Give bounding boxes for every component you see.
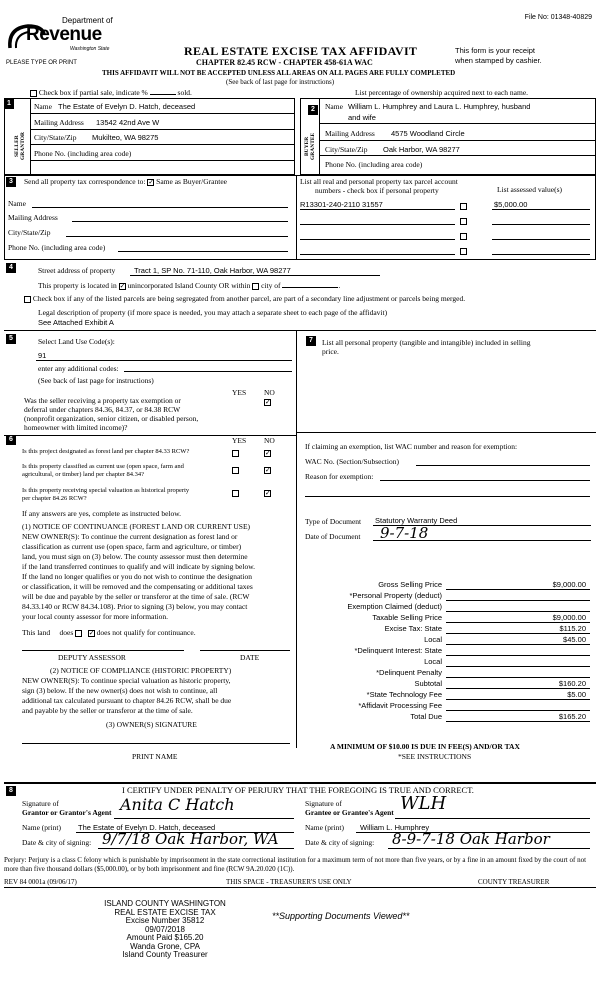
seller-city-label: City/State/Zip — [34, 133, 77, 142]
parcel-number-field[interactable]: R13301-240-2110 31557 — [300, 200, 383, 209]
parcel-personal-checkbox-2[interactable] — [460, 216, 467, 225]
deputy-assessor-label: DEPUTY ASSESSOR — [58, 653, 126, 662]
seller-city-field[interactable]: Mukilteo, WA 98275 — [92, 133, 159, 142]
receipt-note-2: when stamped by cashier. — [455, 56, 542, 65]
city-of-checkbox[interactable] — [252, 283, 259, 290]
grantee-name-label: Name (print) — [305, 823, 344, 832]
street-address-field[interactable]: Tract 1, SP No. 71-110, Oak Harbor, WA 98277 — [134, 266, 291, 275]
fee-underline — [446, 721, 590, 722]
form-title: REAL ESTATE EXCISE TAX AFFIDAVIT — [184, 44, 418, 58]
s6-no-header: NO — [264, 436, 275, 445]
seller-name-label: Name — [34, 102, 52, 111]
does-not-qualify-checkbox[interactable]: ✓ — [88, 628, 95, 637]
file-number: File No: 01348-40829 — [524, 14, 592, 21]
buyer-city-field[interactable]: Oak Harbor, WA 98277 — [383, 145, 460, 154]
notice-continuance-title: (1) NOTICE OF CONTINUANCE (FOREST LAND OR CURRENT USE) — [22, 522, 251, 531]
fee-underline — [446, 666, 590, 667]
buyer-city-label: City/State/Zip — [325, 145, 368, 154]
correspondence-name-field[interactable] — [32, 207, 288, 208]
send-correspondence-row: Send all property tax correspondence to: ✓ Same as Buyer/Grantee — [24, 177, 227, 186]
notice-line-4: land, you must sign on (3) below. The county assessor must then determine — [22, 552, 248, 561]
historic-no-checkbox[interactable]: ✓ — [265, 488, 271, 497]
continuance-row: This land does ✓ does not qualify for continuance. — [22, 628, 196, 637]
forest-land-question: Is this project designated as forest land per chapter 84.33 RCW? — [22, 448, 190, 455]
notice-line-5: if the land transferred continues to qualify and will indicate by signing below. — [22, 562, 255, 571]
exemption-no-checkbox[interactable]: ✓ — [265, 397, 271, 406]
exemption-question-4: homeowner with limited income)? — [24, 423, 128, 432]
section-3-number: 3 — [6, 177, 16, 187]
buyer-phone-label: Phone No. (including area code) — [325, 160, 423, 169]
section-8-number: 8 — [6, 786, 16, 796]
assessed-value-header: List assessed value(s) — [497, 185, 562, 194]
exemption-claim-label: If claiming an exemption, list WAC number and reason for exemption: — [305, 442, 518, 451]
fee-label: Subtotal — [414, 679, 442, 688]
fee-label: *State Technology Fee — [366, 690, 442, 699]
personal-property-label: List all personal property (tangible and intangible) included in selling — [322, 338, 531, 347]
unincorporated-checkbox[interactable]: ✓ — [119, 281, 126, 290]
grantee-signature[interactable]: WLH — [400, 793, 447, 814]
correspondence-name-label: Name — [8, 199, 26, 208]
compliance-line-5: and payable by the seller or transferor at the time of sale. — [22, 706, 193, 715]
grantee-print-name[interactable]: William L. Humphrey — [360, 823, 430, 832]
fee-value[interactable]: $165.20 — [558, 712, 586, 721]
warning-text: THIS AFFIDAVIT WILL NOT BE ACCEPTED UNLESS ALL AREAS ON ALL PAGES ARE FULLY COMPLETED — [102, 69, 456, 77]
segregation-row: Check box if any of the listed parcels are being segregated from another parcel, are part of a secondary line adjustment or parcels being merged. — [24, 294, 465, 303]
print-name-label: PRINT NAME — [132, 752, 178, 761]
legal-description-field[interactable]: See Attached Exhibit A — [38, 318, 114, 327]
grantor-date-city-label: Date & city of signing: — [22, 838, 92, 847]
fee-label: *Affidavit Processing Fee — [358, 701, 442, 710]
correspondence-city-field[interactable] — [66, 236, 288, 237]
notice-line-2: NEW OWNER(S): To continue the current designation as forest land or — [22, 532, 238, 541]
certification-statement: I CERTIFY UNDER PENALTY OF PERJURY THAT THE FOREGOING IS TRUE AND CORRECT. — [122, 785, 474, 795]
document-type-field[interactable]: Statutory Warranty Deed — [375, 516, 458, 525]
correspondence-phone-field[interactable] — [118, 251, 288, 252]
exemption-question-3: (nonprofit organization, senior citizen, or disabled person, — [24, 414, 199, 423]
fee-underline — [446, 600, 590, 601]
fee-value[interactable]: $5.00 — [567, 690, 586, 699]
land-use-code-field[interactable]: 91 — [38, 351, 47, 360]
ownership-note: List percentage of ownership acquired next to each name. — [355, 88, 529, 97]
fee-underline — [446, 622, 590, 623]
document-date-label: Date of Document — [305, 532, 361, 541]
section-4-number: 4 — [6, 263, 16, 273]
fee-underline — [446, 710, 590, 711]
fee-value[interactable]: $160.20 — [558, 679, 586, 688]
treasurer-stamp — [100, 900, 230, 960]
land-use-label: Select Land Use Code(s): — [38, 337, 115, 346]
grantor-signature-label: Signature of — [22, 799, 59, 808]
fee-label: Local — [424, 635, 442, 644]
parcel-header: List all real and personal property tax parcel account — [300, 177, 458, 186]
fee-underline — [446, 655, 590, 656]
see-instructions-note: *SEE INSTRUCTIONS — [398, 752, 472, 761]
seller-address-label: Mailing Address — [34, 118, 84, 127]
notice-compliance-title: (2) NOTICE OF COMPLIANCE (HISTORIC PROPERTY) — [50, 666, 232, 675]
additional-codes-label: enter any additional codes: — [38, 364, 119, 373]
fee-label: *Delinquent Penalty — [376, 668, 442, 677]
legal-description-label: Legal description of property (if more space is needed, you may attach a separate sheet to each page of the affidavit) — [38, 308, 388, 317]
current-use-question: Is this property classified as current use (open space, farm and — [22, 463, 184, 470]
assessor-date-label: DATE — [240, 653, 260, 662]
correspondence-phone-label: Phone No. (including area code) — [8, 243, 106, 252]
assessed-value-field[interactable]: $5,000.00 — [494, 200, 528, 209]
document-type-label: Type of Document — [305, 517, 362, 526]
location-row: This property is located in ✓ unincorporated Island County OR within city of . — [38, 281, 341, 290]
seller-phone-label: Phone No. (including area code) — [34, 149, 132, 158]
buyer-name-field[interactable]: William L. Humphrey and Laura L. Humphrey, husband — [348, 102, 531, 111]
segregation-checkbox[interactable] — [24, 296, 31, 303]
does-qualify-checkbox[interactable] — [75, 630, 82, 637]
exemption-question-2: deferral under chapters 84.36, 84.37, or 84.38 RCW — [24, 405, 181, 414]
if-yes-instruction: If any answers are yes, complete as instructed below. — [22, 509, 182, 518]
fee-value[interactable]: $9,000.00 — [552, 613, 586, 622]
grantor-print-name[interactable]: The Estate of Evelyn D. Hatch, deceased — [78, 823, 216, 832]
correspondence-city-label: City/State/Zip — [8, 228, 51, 237]
grantor-date-city[interactable]: 9/7/18 Oak Harbor, WA — [102, 830, 279, 848]
s5-yes-header: YES — [232, 388, 247, 397]
type-or-print-note: PLEASE TYPE OR PRINT — [6, 60, 77, 66]
seller-name-field[interactable]: The Estate of Evelyn D. Hatch, deceased — [58, 102, 196, 111]
stamp-line-7: Island County Treasurer — [122, 950, 208, 959]
receipt-note: This form is your receipt — [455, 46, 536, 55]
stamp-line-2: REAL ESTATE EXCISE TAX — [114, 907, 216, 917]
parcel-header-2: numbers - check box if personal property — [315, 186, 439, 195]
current-use-yes-checkbox[interactable] — [232, 465, 239, 474]
s5-no-header: NO — [264, 388, 275, 397]
historic-yes-checkbox[interactable] — [232, 488, 239, 497]
grantor-agent-label: Grantor or Grantor's Agent — [22, 808, 112, 817]
parcel-personal-checkbox-3[interactable] — [460, 231, 467, 240]
section-7-number: 7 — [306, 336, 316, 346]
correspondence-address-label: Mailing Address — [8, 213, 58, 222]
notice-line-7: or classification, it will be removed and the compensating or additional taxes — [22, 582, 253, 591]
compliance-line-2: NEW OWNER(S): To continue special valuation as historic property, — [22, 676, 231, 685]
exemption-reason-label: Reason for exemption: — [305, 472, 374, 481]
compliance-line-3: sign (3) below. If the new owner(s) does not wish to continue, all — [22, 686, 218, 695]
section-1-number: 1 — [4, 99, 14, 109]
forest-no-checkbox[interactable]: ✓ — [265, 448, 271, 457]
fee-label: Local — [424, 657, 442, 666]
supporting-documents-note: **Supporting Documents Viewed** — [272, 911, 410, 921]
grantee-signature-label: Signature of — [305, 799, 342, 808]
county-treasurer-label: COUNTY TREASURER — [478, 878, 550, 886]
grantee-date-city[interactable]: 8-9-7-18 Oak Harbor — [392, 830, 550, 848]
stamp-line-5: Amount Paid $165.20 — [126, 933, 204, 942]
wac-number-label: WAC No. (Section/Subsection) — [305, 457, 399, 466]
fee-label: *Delinquent Interest: State — [354, 646, 442, 655]
fee-value[interactable]: $9,000.00 — [552, 580, 586, 589]
grantor-name-label: Name (print) — [22, 823, 61, 832]
notice-line-6: If the land no longer qualifies or you do not wish to continue the designation — [22, 572, 252, 581]
fee-underline — [446, 644, 590, 645]
seller-address-field[interactable]: 13542 42nd Ave W — [96, 118, 160, 127]
exemption-question: Was the seller receiving a property tax exemption or — [24, 396, 181, 405]
fee-label: *Personal Property (deduct) — [349, 591, 442, 600]
fee-label: Exemption Claimed (deduct) — [347, 602, 442, 611]
compliance-line-4: additional tax calculated pursuant to chapter 84.26 RCW, shall be due — [22, 696, 232, 705]
current-use-question-2: agricultural, or timber) land per chapter 84.34? — [22, 471, 145, 478]
forest-yes-checkbox[interactable] — [232, 448, 239, 457]
buyer-address-field[interactable]: 4575 Woodland Circle — [391, 129, 465, 138]
section-2-number: 2 — [308, 105, 318, 115]
stamp-line-1: ISLAND COUNTY WASHINGTON — [104, 899, 226, 908]
buyer-grantee-label: BUYER GRANTEE — [304, 132, 316, 160]
perjury-notice: Perjury: Perjury is a class C felony which is punishable by imprisonment in the state correctional institution for a maximum term of not more than five years, or by a fine in an amount fixed by the court of not more than five thousand dollars ($5,000.00), or by both imprisonment and fine (RCW 9A.20.020 (1C)). — [4, 856, 587, 873]
stamp-line-6: Wanda Grone, CPA — [130, 941, 200, 951]
fee-underline — [446, 633, 590, 634]
land-use-instructions: (See back of last page for instructions) — [38, 376, 154, 385]
department-logo: Department of Revenue Washington State — [6, 16, 126, 64]
grantor-signature[interactable]: Anita C Hatch — [120, 795, 235, 814]
fee-label: Taxable Selling Price — [372, 613, 442, 622]
same-as-buyer-checkbox[interactable]: ✓ — [148, 177, 155, 186]
street-address-label: Street address of property — [38, 266, 116, 275]
parcel-personal-checkbox-1[interactable] — [460, 201, 467, 210]
fee-underline — [446, 611, 590, 612]
see-back-note: (See back of last page for instructions) — [226, 78, 335, 86]
form-revision: REV 84 0001a (09/06/17) — [4, 878, 77, 886]
notice-line-10: your local county assessor for more information. — [22, 612, 169, 621]
notice-line-3: classification as current use (open space, farm and agriculture, or timber) — [22, 542, 242, 551]
buyer-name-field-line2[interactable]: and wife — [348, 113, 376, 122]
fee-label: Gross Selling Price — [378, 580, 442, 589]
form-subtitle: CHAPTER 82.45 RCW - CHAPTER 458-61A WAC — [196, 58, 373, 67]
fee-underline — [446, 688, 590, 689]
fee-underline — [446, 677, 590, 678]
fee-value[interactable]: $115.20 — [559, 624, 586, 633]
partial-sale-row: Check box if partial sale, indicate % sold. — [30, 88, 192, 97]
notice-line-9: 84.33.140 or RCW 84.34.108). Prior to signing (3) below, you may contact — [22, 602, 248, 611]
historic-question: Is this property receiving special valuation as historical property — [22, 487, 190, 494]
partial-sale-checkbox[interactable] — [30, 90, 37, 97]
fee-label: Total Due — [410, 712, 442, 721]
fee-underline — [446, 589, 590, 590]
correspondence-address-field[interactable] — [72, 221, 288, 222]
s6-yes-header: YES — [232, 436, 247, 445]
grantee-agent-label: Grantee or Grantee's Agent — [305, 808, 394, 817]
section-6-number: 6 — [6, 435, 16, 445]
section-5-number: 5 — [6, 334, 16, 344]
stamp-line-4: 09/07/2018 — [144, 924, 186, 934]
stamp-line-3: Excise Number 35812 — [125, 916, 205, 925]
fee-label: Excise Tax: State — [384, 624, 442, 633]
document-date-field[interactable]: 9-7-18 — [380, 524, 429, 542]
fee-underline — [446, 699, 590, 700]
historic-question-2: per chapter 84.26 RCW? — [22, 495, 87, 502]
treasurer-use-label: THIS SPACE - TREASURER'S USE ONLY — [226, 878, 352, 886]
personal-property-label-2: price. — [322, 347, 339, 356]
owner-signature-label: (3) OWNER(S) SIGNATURE — [106, 720, 197, 729]
minimum-due-note: A MINIMUM OF $10.00 IS DUE IN FEE(S) AND/OR TAX — [330, 742, 520, 751]
grantee-date-city-label: Date & city of signing: — [305, 838, 375, 847]
seller-grantor-label: SELLER GRANTOR — [14, 132, 26, 161]
buyer-name-label: Name — [325, 102, 343, 111]
notice-line-8: will be due and payable by the seller or transferor at the time of sale. (RCW — [22, 592, 250, 601]
current-use-no-checkbox[interactable]: ✓ — [265, 465, 271, 474]
parcel-personal-checkbox-4[interactable] — [460, 246, 467, 255]
buyer-address-label: Mailing Address — [325, 129, 375, 138]
fee-value[interactable]: $45.00 — [563, 635, 586, 644]
